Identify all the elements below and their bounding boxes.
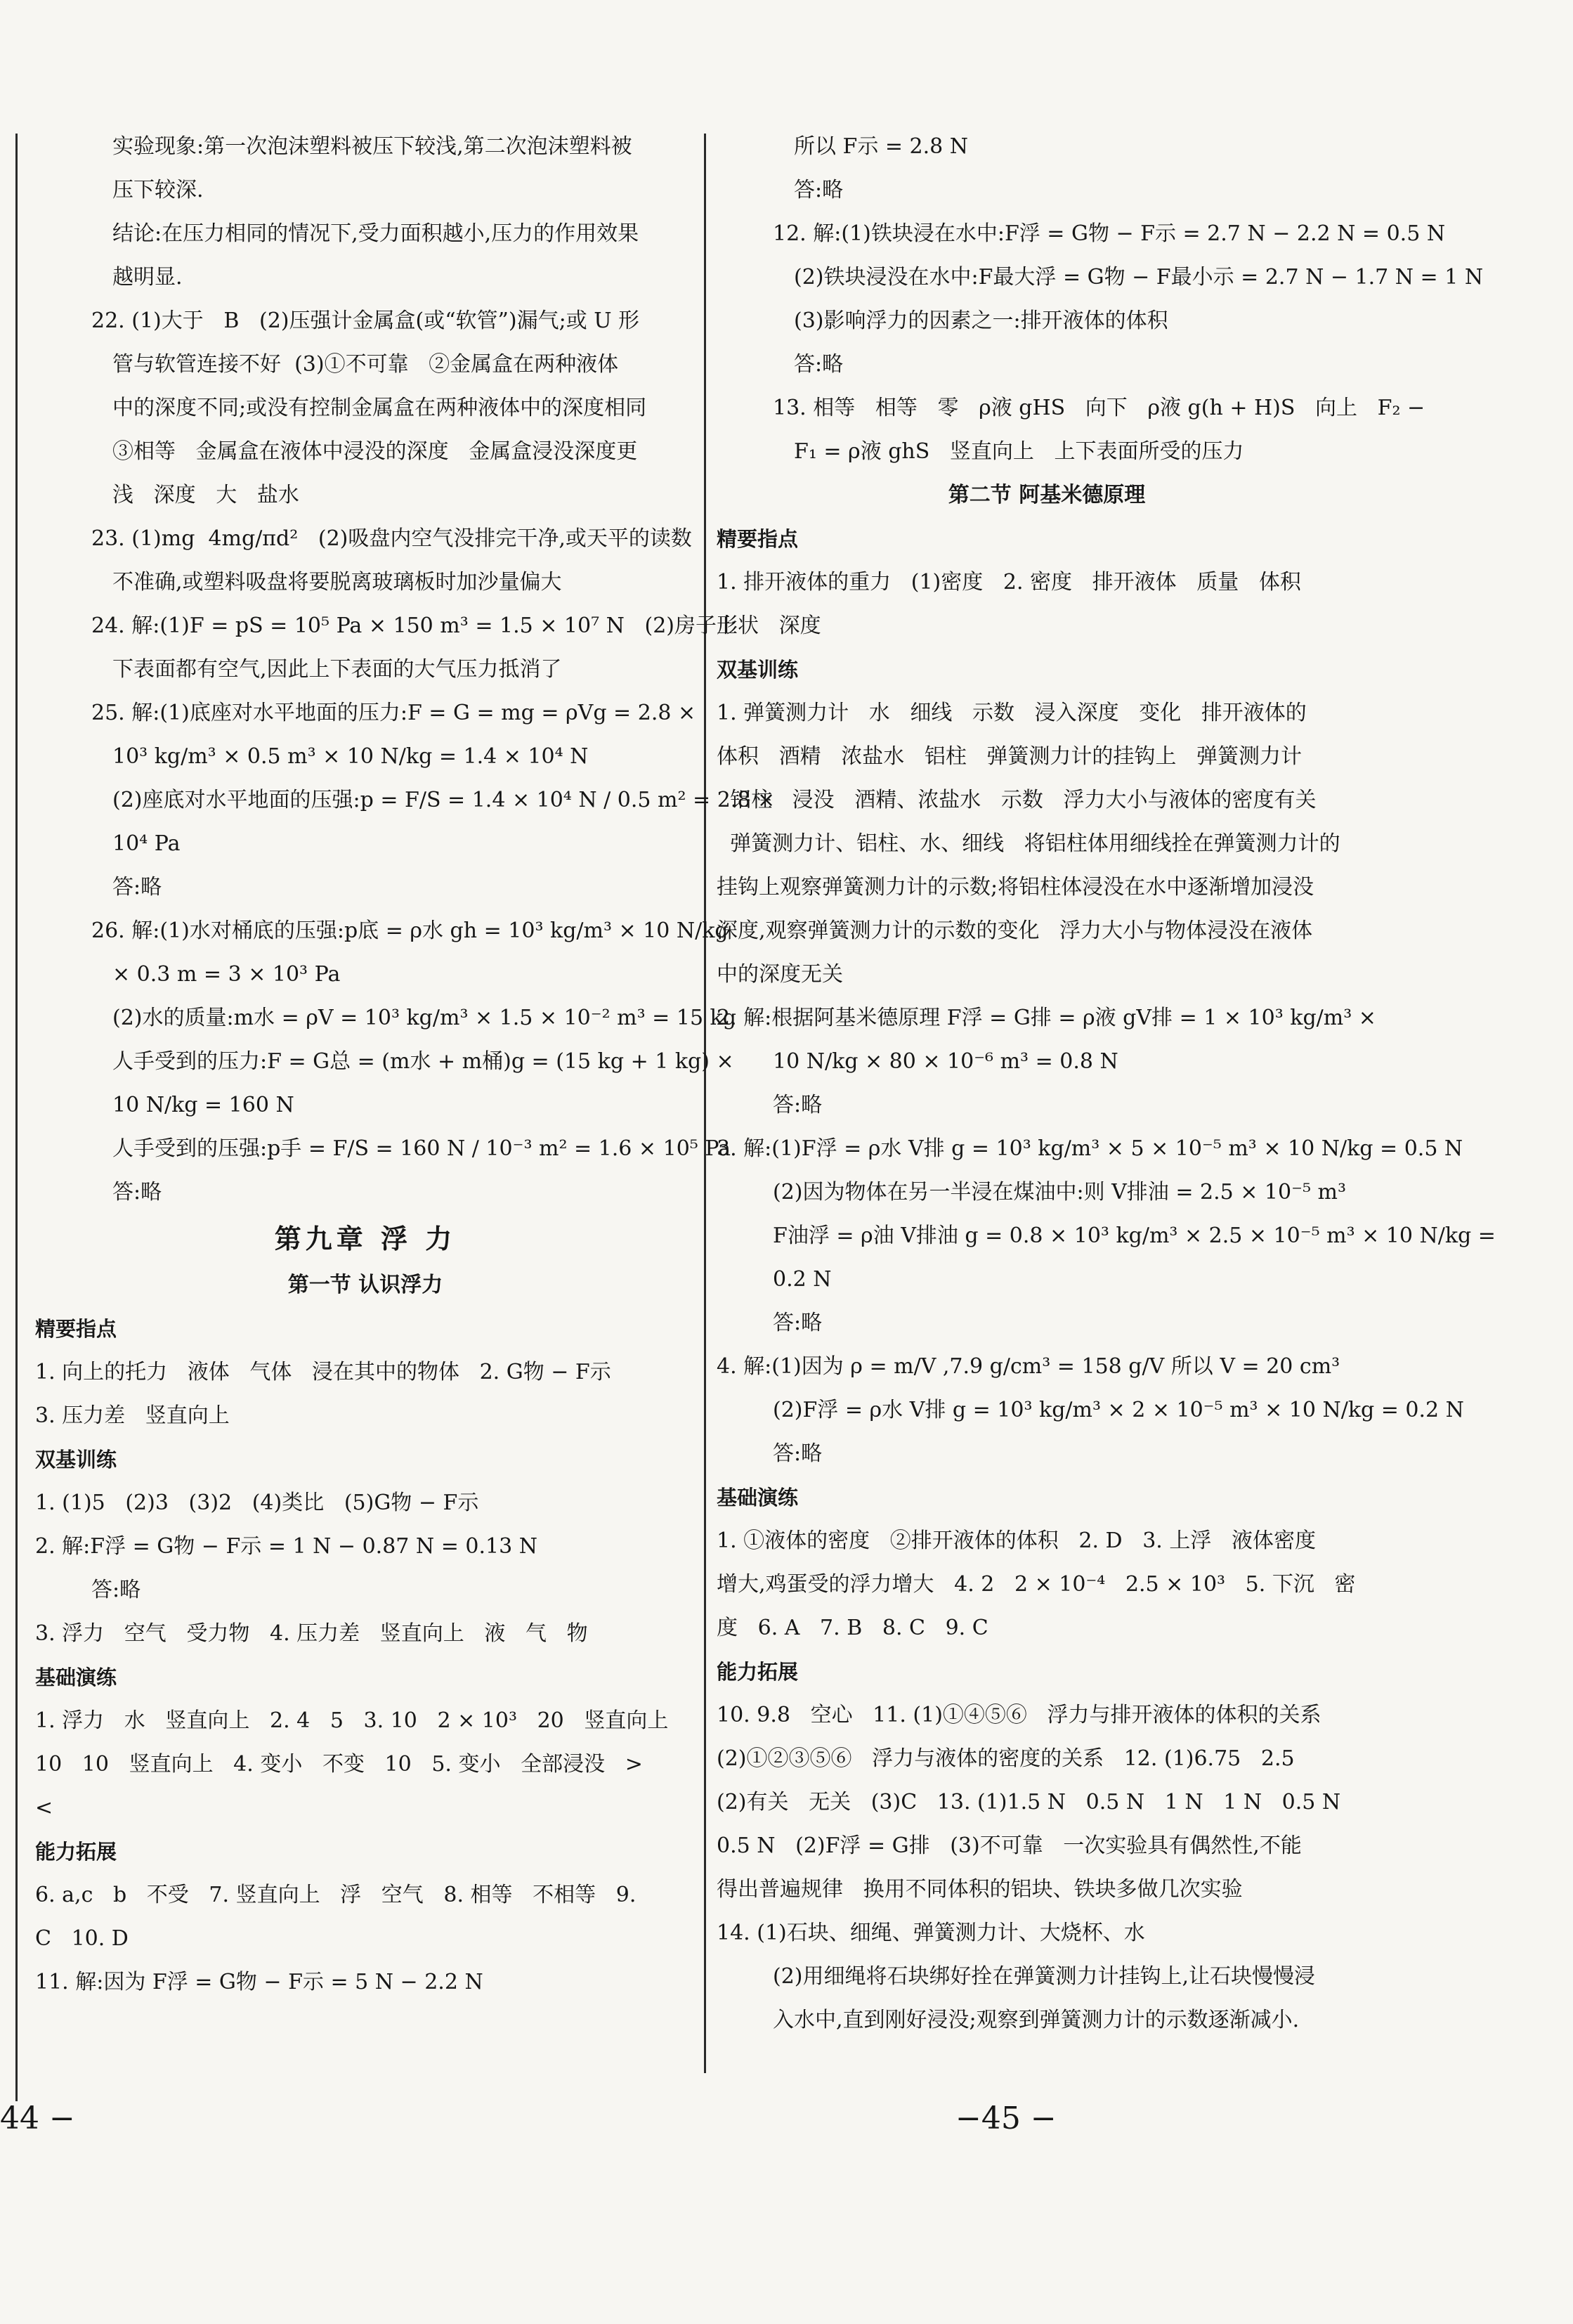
text-line: 4. 解:(1)因为 ρ = m/V ,7.9 g/cm³ = 158 g/V 所以 V = 20 cm³ <box>717 1354 1340 1379</box>
node-title: 第二节 阿基米德原理 <box>948 483 1146 507</box>
text-line: 2. 解:F浮 = G物 − F示 = 1 N − 0.87 N = 0.13 N <box>35 1534 537 1559</box>
section-heading: 双基训练 <box>35 1448 117 1472</box>
text-line: 越明显. <box>112 265 183 290</box>
text-line: 挂钩上观察弹簧测力计的示数;将铝柱体浸没在水中逐渐增加浸没 <box>717 875 1314 900</box>
text-line: 结论:在压力相同的情况下,受力面积越小,压力的作用效果 <box>112 221 639 246</box>
section-heading: 基础演练 <box>35 1666 117 1689</box>
text-line: 22. (1)大于 B (2)压强计金属盒(或“软管”)漏气;或 U 形 <box>91 309 640 333</box>
text-line: 答:略 <box>794 352 844 377</box>
text-line: 26. 解:(1)水对桶底的压强:p底 = ρ水 gh = 10³ kg/m³ × 10 N/kg <box>91 918 729 943</box>
text-line: (2)有关 无关 (3)C 13. (1)1.5 N 0.5 N 1 N 1 N 0.5 N <box>717 1790 1341 1815</box>
text-line: (2)F浮 = ρ水 V排 g = 10³ kg/m³ × 2 × 10⁻⁵ m³ × 10 N/kg = 0.2 N <box>773 1398 1464 1422</box>
text-line: 形状 深度 <box>717 614 821 638</box>
text-line: (2)座底对水平地面的压强:p = F/S = 1.4 × 10⁴ N / 0.5 m² = 2.8 × <box>112 788 776 812</box>
text-line: F油浮 = ρ油 V排油 g = 0.8 × 10³ kg/m³ × 2.5 × 10⁻⁵ m³ × 10 N/kg = <box>773 1223 1496 1248</box>
text-line: 0.5 N (2)F浮 = G排 (3)不可靠 一次实验具有偶然性,不能 <box>717 1833 1302 1858</box>
text-line: 1. 向上的托力 液体 气体 浸在其中的物体 2. G物 − F示 <box>35 1360 611 1384</box>
chapter-title: 第九章 浮 力 <box>274 1223 457 1254</box>
text-line: F₁ = ρ液 ghS 竖直向上 上下表面所受的压力 <box>794 439 1244 464</box>
node-title: 第一节 认识浮力 <box>287 1273 443 1297</box>
text-line: 答:略 <box>794 178 844 202</box>
section-heading: 能力拓展 <box>35 1840 117 1864</box>
text-line: 0.2 N <box>773 1267 832 1292</box>
text-line: 10. 9.8 空心 11. (1)①④⑤⑥ 浮力与排开液体的体积的关系 <box>717 1703 1321 1727</box>
text-line: (3)影响浮力的因素之一:排开液体的体积 <box>794 309 1168 333</box>
text-line: (2)水的质量:m水 = ρV = 10³ kg/m³ × 1.5 × 10⁻² m³ = 15 kg <box>112 1006 736 1030</box>
text-line: 人手受到的压强:p手 = F/S = 160 N / 10⁻³ m² = 1.6 × 10⁵ Pa <box>112 1136 731 1161</box>
text-line: 3. 压力差 竖直向上 <box>35 1403 230 1428</box>
text-line: 弹簧测力计、铝柱、水、细线 将铝柱体用细线拴在弹簧测力计的 <box>717 831 1340 856</box>
text-line: 增大,鸡蛋受的浮力增大 4. 2 2 × 10⁻⁴ 2.5 × 10³ 5. 下沉 密 <box>717 1572 1356 1597</box>
text-line: 10⁴ Pa <box>112 831 181 856</box>
right-column <box>717 125 1496 2042</box>
text-line: ③相等 金属盒在液体中浸没的深度 金属盒浸没深度更 <box>112 439 638 464</box>
text-line: 中的深度不同;或没有控制金属盒在两种液体中的深度相同 <box>112 396 647 420</box>
text-line: < <box>35 1796 53 1820</box>
page-number-left: 44 − <box>0 2101 75 2136</box>
text-line: 答:略 <box>773 1093 823 1117</box>
text-line: 25. 解:(1)底座对水平地面的压力:F = G = mg = ρVg = 2.8 × <box>91 701 696 725</box>
text-line: 入水中,直到刚好浸没;观察到弹簧测力计的示数逐渐减小. <box>773 2008 1300 2032</box>
text-line: 2. 解:根据阿基米德原理 F浮 = G排 = ρ液 gV排 = 1 × 10³ kg/m³ × <box>717 1006 1376 1030</box>
page-number-right: −45 − <box>955 2101 1057 2136</box>
text-line: 10³ kg/m³ × 0.5 m³ × 10 N/kg = 1.4 × 10⁴ N <box>112 744 589 769</box>
text-line: 度 6. A 7. B 8. C 9. C <box>717 1616 988 1640</box>
text-line: 6. a,c b 不受 7. 竖直向上 浮 空气 8. 相等 不相等 9. <box>35 1883 637 1907</box>
section-heading: 精要指点 <box>35 1317 117 1341</box>
text-line: 11. 解:因为 F浮 = G物 − F示 = 5 N − 2.2 N <box>35 1970 483 1994</box>
text-line: 答:略 <box>773 1441 823 1466</box>
text-line: (2)因为物体在另一半浸在煤油中:则 V排油 = 2.5 × 10⁻⁵ m³ <box>773 1180 1346 1205</box>
text-line: (2)①②③⑤⑥ 浮力与液体的密度的关系 12. (1)6.75 2.5 <box>717 1746 1295 1771</box>
text-line: (2)铁块浸没在水中:F最大浮 = G物 − F最小示 = 2.7 N − 1.7 N = 1 N <box>794 265 1484 290</box>
text-line: 3. 解:(1)F浮 = ρ水 V排 g = 10³ kg/m³ × 5 × 10⁻⁵ m³ × 10 N/kg = 0.5 N <box>717 1136 1463 1161</box>
text-line: 深度,观察弹簧测力计的示数的变化 浮力大小与物体浸没在液体 <box>717 918 1313 943</box>
text-line: 1. ①液体的密度 ②排开液体的体积 2. D 3. 上浮 液体密度 <box>717 1528 1316 1553</box>
text-line: 得出普遍规律 换用不同体积的铝块、铁块多做几次实验 <box>717 1877 1243 1902</box>
text-line: 1. 排开液体的重力 (1)密度 2. 密度 排开液体 质量 体积 <box>717 570 1301 595</box>
section-heading: 基础演练 <box>717 1486 799 1510</box>
text-line: 答:略 <box>91 1578 141 1602</box>
text-line: 人手受到的压力:F = G总 = (m水 + m桶)g = (15 kg + 1 kg) × <box>112 1049 734 1074</box>
text-line: 下表面都有空气,因此上下表面的大气压力抵消了 <box>112 657 562 682</box>
text-line: 答:略 <box>773 1311 823 1335</box>
text-line: 答:略 <box>112 875 162 900</box>
text-line: 3. 浮力 空气 受力物 4. 压力差 竖直向上 液 气 物 <box>35 1621 588 1646</box>
text-line: 压下较深. <box>112 178 204 202</box>
text-line: 所以 F示 = 2.8 N <box>794 134 969 159</box>
section-heading: 双基训练 <box>717 658 799 682</box>
text-line: 10 10 竖直向上 4. 变小 不变 10 5. 变小 全部浸没 > <box>35 1752 643 1777</box>
text-line: (2)用细绳将石块绑好拴在弹簧测力计挂钩上,让石块慢慢浸 <box>773 1964 1316 1989</box>
text-line: 实验现象:第一次泡沫塑料被压下较浅,第二次泡沫塑料被 <box>112 134 632 159</box>
text-line: 12. 解:(1)铁块浸在水中:F浮 = G物 − F示 = 2.7 N − 2.2 N = 0.5 N <box>773 221 1446 246</box>
text-line: 不准确,或塑料吸盘将要脱离玻璃板时加沙量偏大 <box>112 570 562 595</box>
text-line: 1. (1)5 (2)3 (3)2 (4)类比 (5)G物 − F示 <box>35 1491 479 1515</box>
text-line: 1. 弹簧测力计 水 细线 示数 浸入深度 变化 排开液体的 <box>717 701 1307 725</box>
text-line: 中的深度无关 <box>717 962 843 987</box>
left-margin-rule <box>15 134 18 2101</box>
text-line: 10 N/kg = 160 N <box>112 1093 294 1117</box>
text-line: 铝柱 浸没 酒精、浓盐水 示数 浮力大小与液体的密度有关 <box>717 788 1317 812</box>
text-line: 浅 深度 大 盐水 <box>112 483 299 507</box>
text-line: C 10. D <box>35 1926 129 1951</box>
text-line: 23. (1)mg 4mg/πd² (2)吸盘内空气没排完干净,或天平的读数 <box>91 526 692 551</box>
section-heading: 精要指点 <box>717 527 799 551</box>
text-line: 14. (1)石块、细绳、弹簧测力计、大烧杯、水 <box>717 1921 1145 1945</box>
text-line: 体积 酒精 浓盐水 铝柱 弹簧测力计的挂钩上 弹簧测力计 <box>717 744 1303 769</box>
text-line: 1. 浮力 水 竖直向上 2. 4 5 3. 10 2 × 10³ 20 竖直向上 <box>35 1708 669 1733</box>
text-line: 答:略 <box>112 1180 162 1205</box>
text-line: 13. 相等 相等 零 ρ液 gHS 向下 ρ液 g(h + H)S 向上 F₂ − <box>773 396 1425 420</box>
text-line: × 0.3 m = 3 × 10³ Pa <box>112 962 341 987</box>
text-line: 24. 解:(1)F = pS = 10⁵ Pa × 150 m³ = 1.5 × 10⁷ N (2)房子上 <box>91 614 738 638</box>
text-line: 10 N/kg × 80 × 10⁻⁶ m³ = 0.8 N <box>773 1049 1118 1074</box>
text-line: 管与软管连接不好 (3)①不可靠 ②金属盒在两种液体 <box>112 352 619 377</box>
center-column-rule <box>704 134 706 2073</box>
section-heading: 能力拓展 <box>717 1660 799 1684</box>
